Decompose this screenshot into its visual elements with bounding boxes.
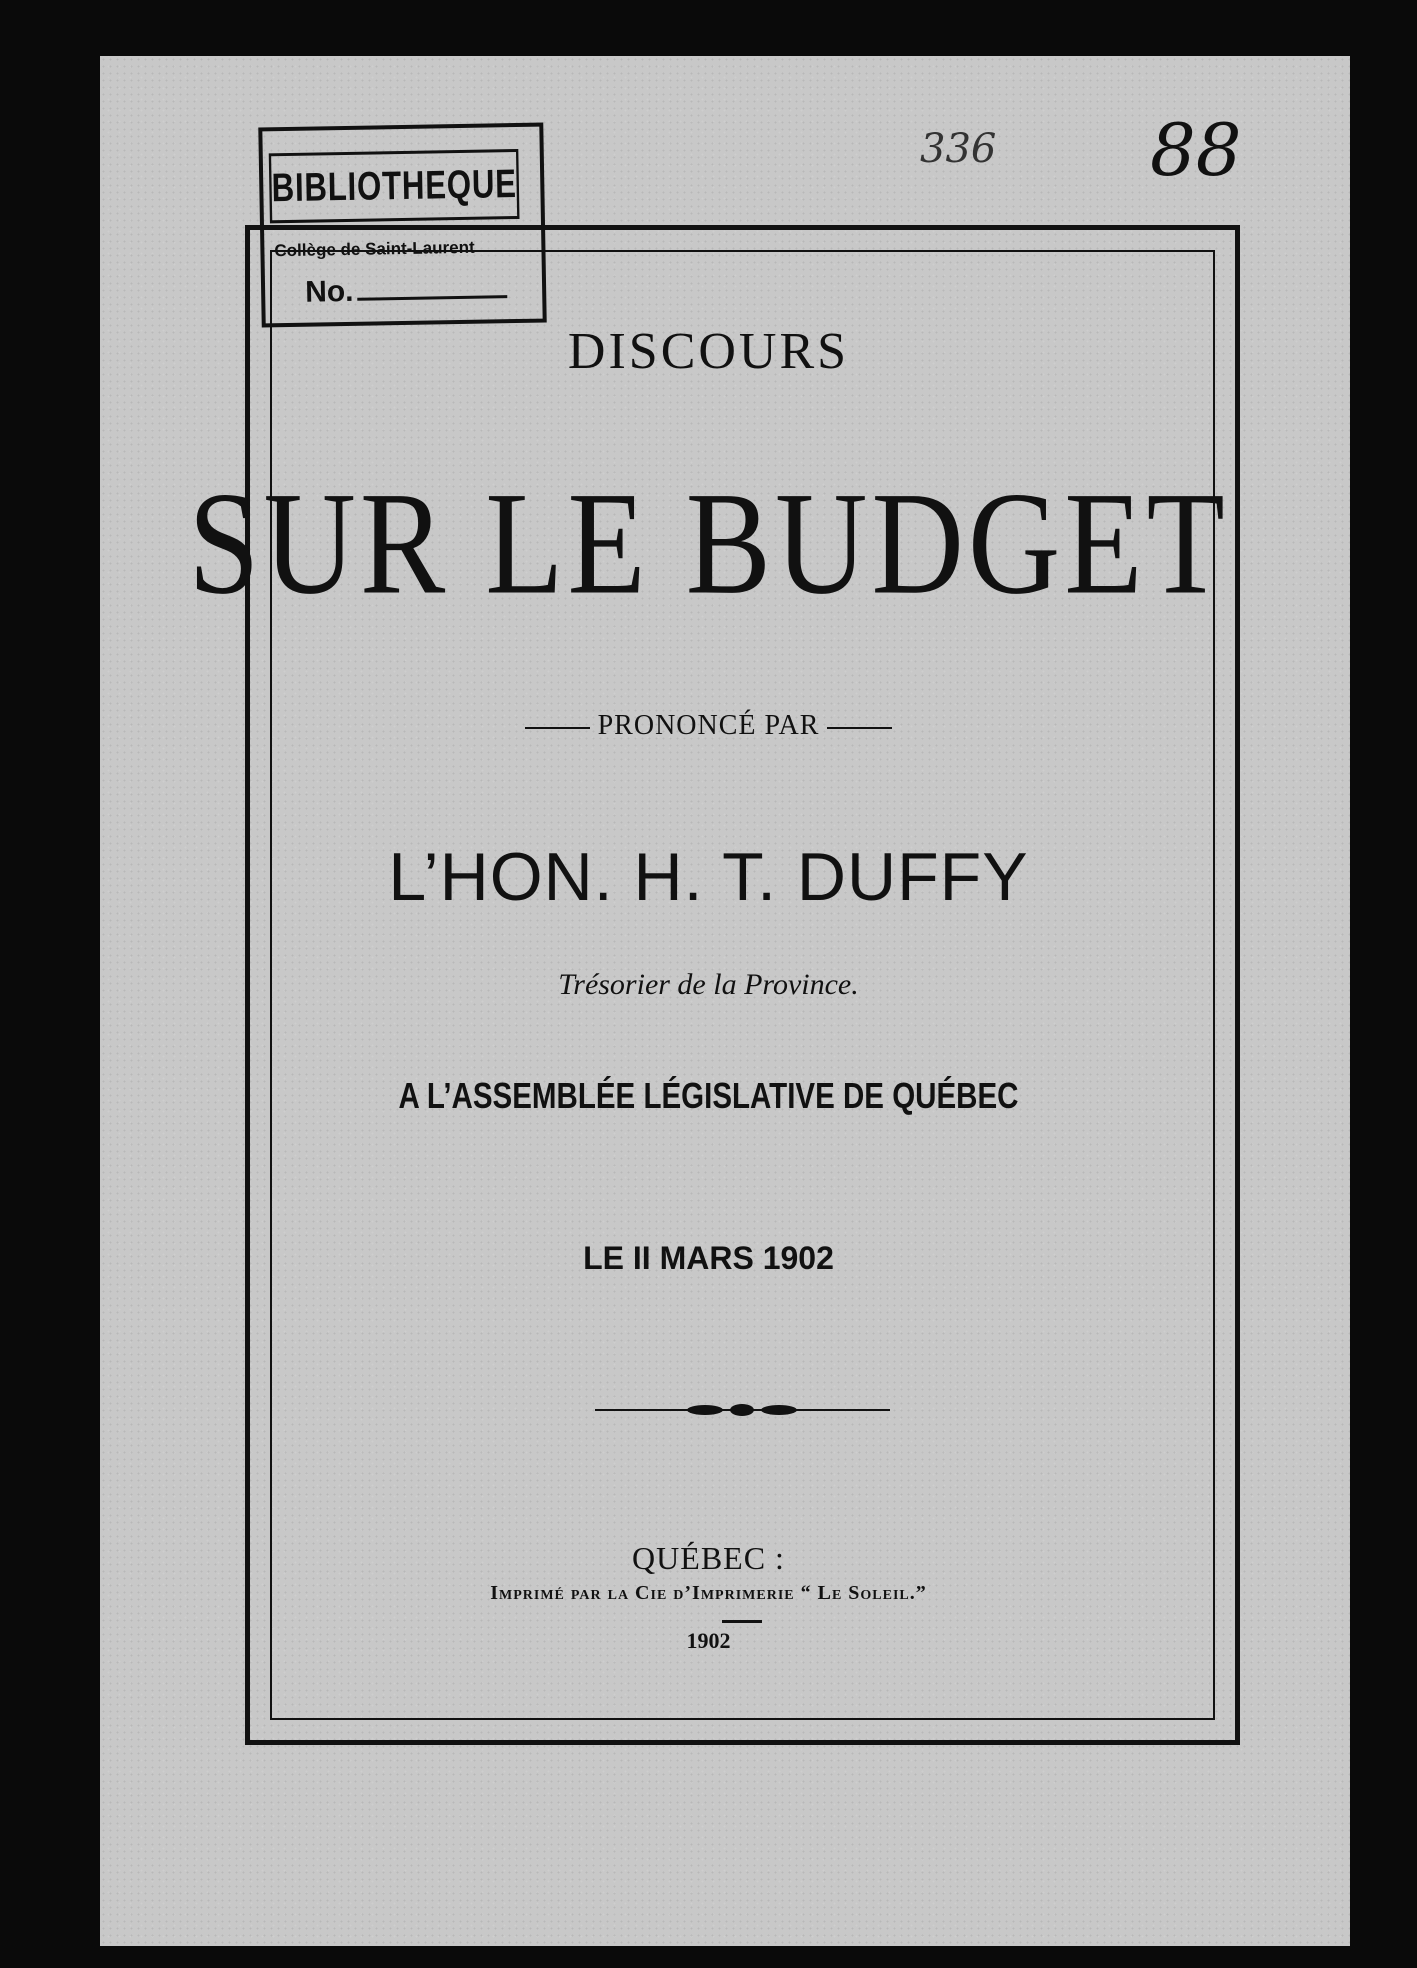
speaker-role: Trésorier de la Province. xyxy=(558,968,859,1001)
imprint-year: 1902 xyxy=(686,1628,731,1653)
document-title: SUR LE BUDGET xyxy=(188,461,1229,625)
prononce-line xyxy=(0,710,1417,742)
prononce-text: PRONONCÉ PAR xyxy=(597,710,820,741)
speaker-name: L’HON. H. T. DUFFY xyxy=(388,839,1029,915)
handwritten-note-88: 88 xyxy=(1150,108,1242,192)
imprint-rule xyxy=(722,1620,762,1623)
heading-discours: DISCOURS xyxy=(567,323,850,380)
imprint-city: QUÉBEC : xyxy=(632,1540,785,1576)
speech-date: LE II MARS 1902 xyxy=(583,1240,834,1276)
stamp-number-label: No. xyxy=(304,274,354,309)
venue: A L’ASSEMBLÉE LÉGISLATIVE DE QUÉBEC xyxy=(398,1075,1019,1116)
stamp-subtitle: Collège de Saint-Laurent xyxy=(274,237,475,261)
imprint-printer: Imprimé par la Cie d’Imprimerie “ Le Soleil.” xyxy=(490,1582,927,1604)
handwritten-note-336: 336 xyxy=(920,126,997,172)
ornament-divider xyxy=(595,1400,890,1420)
stamp-title: BIBLIOTHEQUE xyxy=(269,149,520,223)
